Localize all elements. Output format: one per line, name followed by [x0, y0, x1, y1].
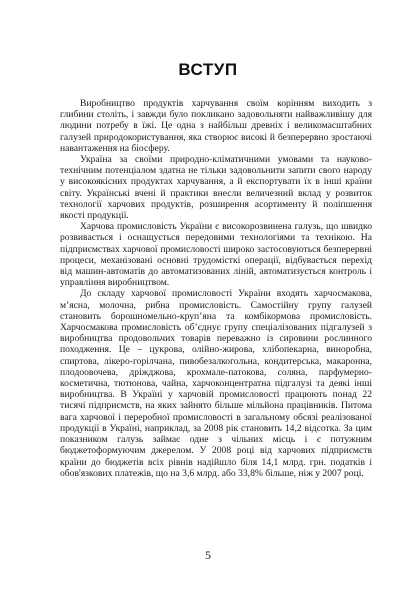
paragraph-2: Україна за своїми природно-кліматичними умовами та науково-технічним потенціалом здатна не тільки задовольнити запити свого народу у високоякісних продуктах харчування, а й експортувати їх в інші країни світу. Українські вчені й практики внесли величезний вклад у розвиток технології харчових продуктів, розширення асортименту й поліпшення якості продукції. [60, 154, 372, 222]
body-text [60, 98, 372, 479]
page-number: 5 [205, 548, 211, 562]
page-title: ВСТУП [178, 60, 238, 79]
paragraph-1: Виробництво продуктів харчування своїм корінням виходить з глибини століть, і завжди було покликано задовольняти найважливішу для людини потребу в їжі. Це одна з найбільш древніх і великомасштабних галузей природокористування, яка створює високі й безперервно зростаючі навантаження на біосферу. [60, 98, 372, 154]
paragraph-4: До складу харчової промисловості України входять харчосмакова, м’ясна, молочна, рибна промисловість. Самостійну групу галузей становить борошномельно-круп’яна та комбікормова промисловість. Харчосмакова промисловість об’єднує групу спеціалізованих підгалузей з виробництва продовольчих товарів переважно із сировини рослинного походження. Це – цукрова, олійно-жирова, хлібопекарна, виноробна, спиртова, лікеро-горілчана, пивобезалкогольна, кондитерська, макаронна, плодоовочева, дріжджова, крохмале-патокова, соляна, парфумерно-косметична, тютюнова, чайна, харчоконцентратна підгалузі та деякі інші виробництва. В Україні у харчовій промисловості працюють понад 22 тисячі підприємств, на яких зайнято більше мільйона працівників. Питома вага харчової і переробної промисловості в загальному обсязі реалізованої продукції в Україні, наприклад, за 2008 рік становить 14,2 відсотка. За цим показником галузь займає одне з чільних місць і є потужним бюджетоформуючим джерелом. У 2008 році від харчових підприємств країни до бюджетів всіх рівнів надійшло біля 14,1 млрд. грн. податків і обов'язкових платежів, що на 3,6 млрд. або 33,8% більше, ніж у 2007 році. [60, 288, 372, 479]
paragraph-3: Харчова промисловість України є високорозвинена галузь, що швидко розвивається і оснащується передовими технологіями та технікою. На підприємствах харчової промисловості широко застосовуються безперервні процеси, механізовані основні трудомісткі операції, відбувається перехід від машин-автоматів до автоматизованих ліній, автоматизується контроль і управління виробництвом. [60, 221, 372, 289]
